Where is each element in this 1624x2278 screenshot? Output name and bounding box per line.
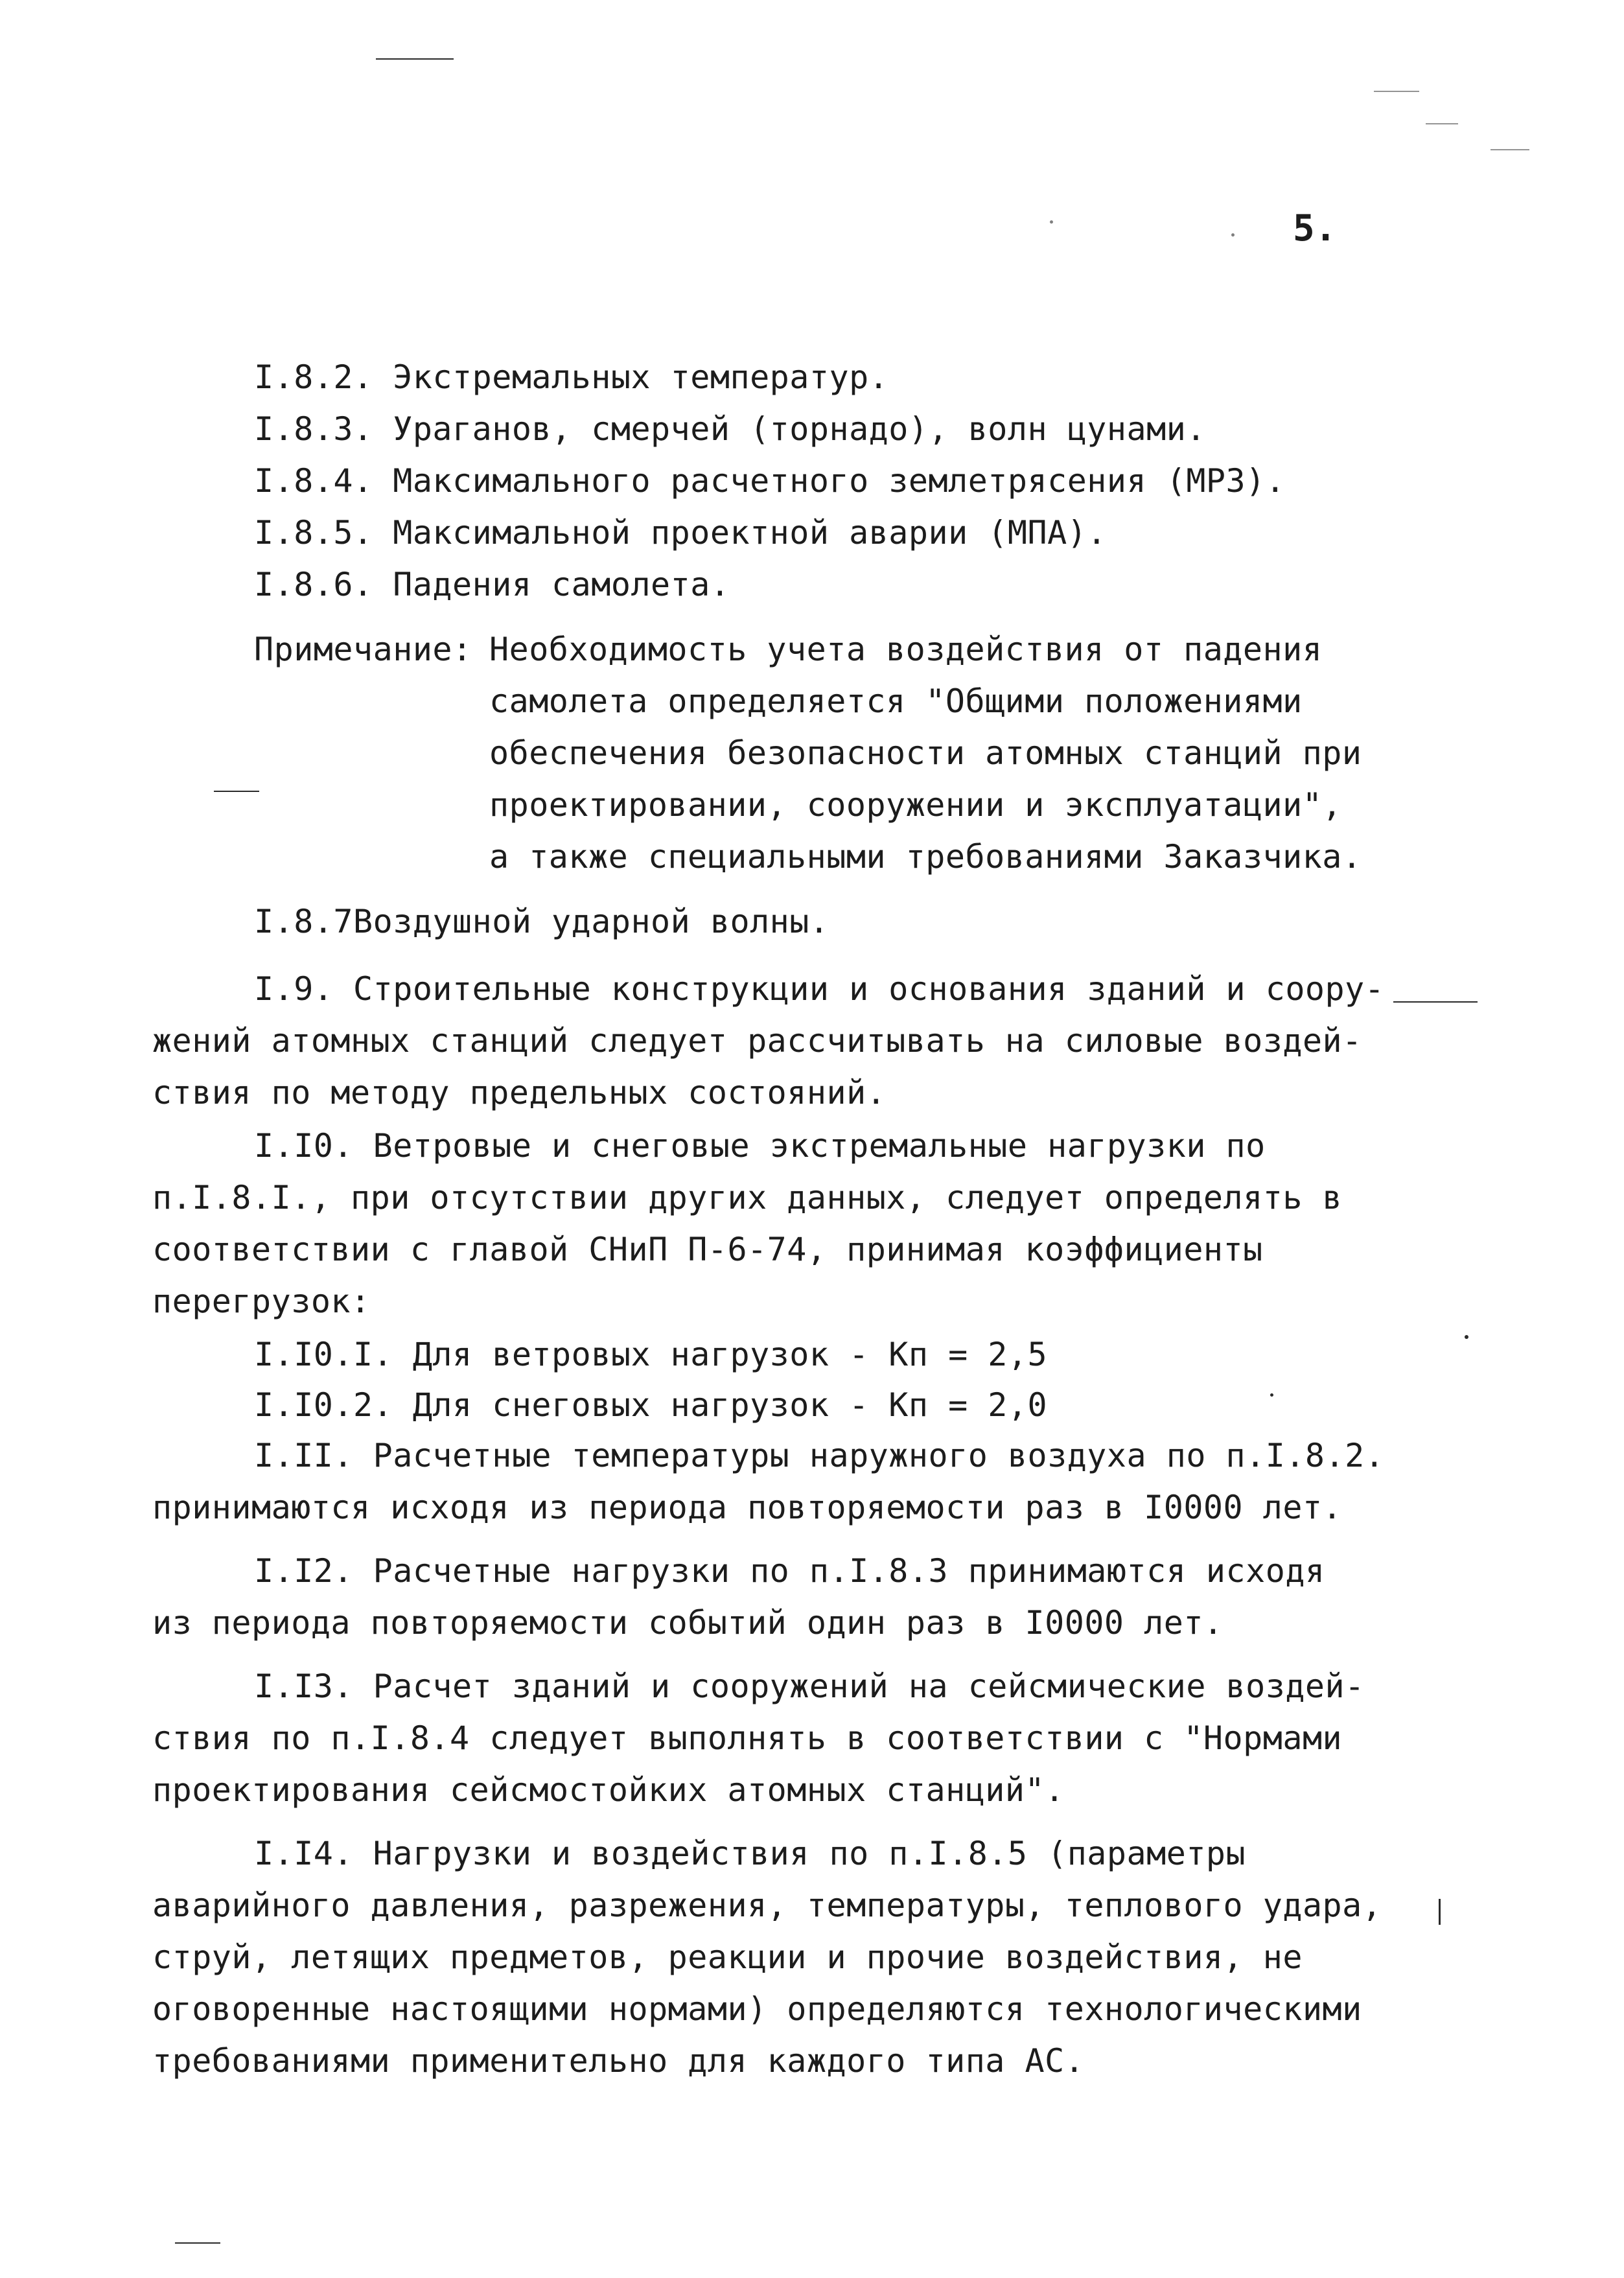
scan-mark xyxy=(1491,149,1529,150)
list-item: I.8.2. Экстремальных температур. xyxy=(254,358,889,396)
scan-mark xyxy=(1374,91,1419,92)
paragraph-line: перегрузок: xyxy=(152,1283,371,1320)
paragraph-line: ствия по методу предельных состояний. xyxy=(152,1074,887,1111)
scan-mark xyxy=(214,791,259,792)
paragraph-line: принимаются исходя из периода повторяемости раз в I0000 лет. xyxy=(152,1489,1343,1526)
paragraph-line: проектирования сейсмостойких атомных станций". xyxy=(152,1771,1065,1809)
paragraph-line: оговоренные настоящими нормами) определяются технологическими xyxy=(152,1990,1362,2028)
paragraph-line: I.9. Строительные конструкции и основания зданий и соору- xyxy=(254,970,1385,1008)
list-item: I.8.4. Максимального расчетного землетрясения (МРЗ). xyxy=(254,462,1286,500)
list-item: I.8.6. Падения самолета. xyxy=(254,566,730,603)
list-item: I.I0.I. Для ветровых нагрузок - Кп = 2,5 xyxy=(254,1336,1048,1373)
scan-mark xyxy=(1439,1899,1441,1925)
list-item: I.8.7Воздушной ударной волны. xyxy=(254,903,829,940)
scan-mark xyxy=(1426,123,1458,124)
note-label: Примечание: xyxy=(254,631,472,668)
scan-mark xyxy=(1270,1393,1273,1397)
list-item: I.I0.2. Для снеговых нагрузок - Кп = 2,0 xyxy=(254,1386,1048,1424)
paragraph-line: ствия по п.I.8.4 следует выполнять в соответствии с "Нормами xyxy=(152,1719,1343,1757)
paragraph-line: струй, летящих предметов, реакции и прочие воздействия, не xyxy=(152,1938,1303,1976)
paragraph-line: I.I3. Расчет зданий и сооружений на сейсмические воздей- xyxy=(254,1668,1365,1705)
scan-mark xyxy=(1393,1001,1478,1003)
scan-mark xyxy=(376,58,454,60)
note-line: Необходимость учета воздействия от падения xyxy=(489,631,1323,668)
paragraph-line: из периода повторяемости событий один раз в I0000 лет. xyxy=(152,1604,1224,1642)
paragraph-line: аварийного давления, разрежения, температуры, теплового удара, xyxy=(152,1887,1382,1924)
paragraph-line: п.I.8.I., при отсутствии других данных, следует определять в xyxy=(152,1179,1343,1216)
scan-mark xyxy=(1231,233,1235,237)
note-line: проектировании, сооружении и эксплуатации", xyxy=(489,786,1342,824)
paragraph-line: жений атомных станций следует рассчитывать на силовые воздей- xyxy=(152,1022,1362,1060)
note-line: а также специальными требованиями Заказчика. xyxy=(489,838,1362,876)
paragraph-line: I.I2. Расчетные нагрузки по п.I.8.3 принимаются исходя xyxy=(254,1552,1325,1590)
paragraph-line: требованиями применительно для каждого типа АС. xyxy=(152,2042,1085,2080)
paragraph-line: I.I0. Ветровые и снеговые экстремальные нагрузки по xyxy=(254,1127,1266,1165)
scan-mark xyxy=(1465,1335,1468,1339)
scan-mark xyxy=(1050,220,1053,224)
note-line: обеспечения безопасности атомных станций при xyxy=(489,734,1362,772)
list-item: I.8.3. Ураганов, смерчей (торнадо), волн цунами. xyxy=(254,410,1206,448)
note-line: самолета определяется "Общими положениями xyxy=(489,682,1303,720)
paragraph-line: I.I4. Нагрузки и воздействия по п.I.8.5 (параметры xyxy=(254,1835,1246,1872)
paragraph-line: I.II. Расчетные температуры наружного воздуха по п.I.8.2. xyxy=(254,1437,1385,1474)
list-item: I.8.5. Максимальной проектной аварии (МПА). xyxy=(254,514,1107,552)
paragraph-line: соответствии с главой СНиП П-6-74, принимая коэффициенты xyxy=(152,1231,1263,1268)
page-number: 5. xyxy=(1293,207,1337,250)
scan-mark xyxy=(175,2242,220,2244)
